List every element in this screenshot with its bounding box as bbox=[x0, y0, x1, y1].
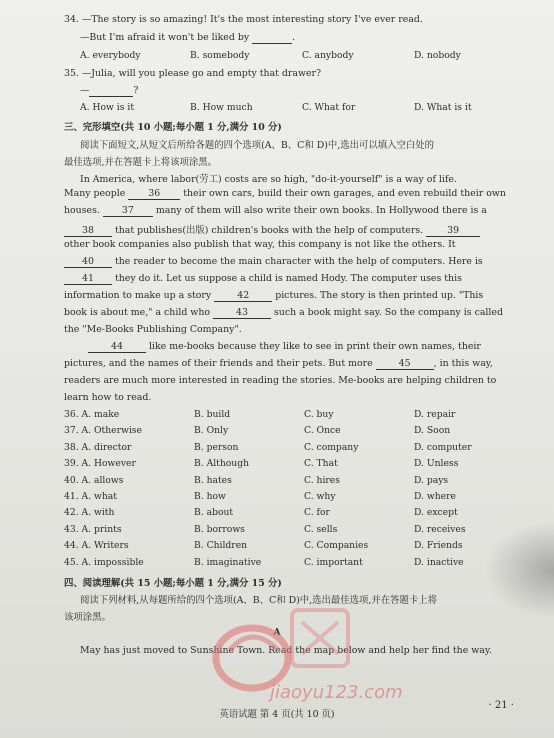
choice-44-a: 44. A. Writers bbox=[64, 540, 129, 552]
passage-text: pictures. The story is then printed up. "This bbox=[275, 290, 484, 301]
choice-43-d: D. receives bbox=[414, 523, 466, 535]
choice-44-d: D. Friends bbox=[414, 540, 463, 552]
choice-42-c: C. for bbox=[304, 507, 330, 519]
blank-39: 39 bbox=[426, 225, 480, 237]
q35-option-c: C. What for bbox=[302, 102, 356, 113]
choice-37-a: 37. A. Otherwise bbox=[64, 425, 142, 437]
passage-line-2 bbox=[64, 188, 506, 200]
q35-line2-post: ? bbox=[133, 85, 139, 96]
passage-line-14: learn how to read. bbox=[64, 392, 152, 403]
passage-text: , in this way, bbox=[433, 358, 493, 369]
choice-44-b: B. Children bbox=[194, 540, 248, 552]
page-shadow bbox=[484, 520, 554, 620]
blank-41: 41 bbox=[64, 273, 112, 285]
passage-line-1: In America, where labor(劳工) costs are so high, "do-it-yourself" is a way of life. bbox=[80, 174, 457, 185]
passage-line-7 bbox=[64, 273, 462, 285]
section4-instruction-1: 阅读下列材料,从每题所给的四个选项(A、B、C和 D)中,选出最佳选项,并在答题卡上将 bbox=[80, 595, 437, 606]
section3-instruction-2: 最佳选项,并在答题卡上将该项涂黑。 bbox=[64, 157, 217, 168]
q34-stem: 34. —The story is so amazing! It's the most interesting story I've ever read. bbox=[64, 14, 423, 25]
q34-option-a: A. everybody bbox=[80, 50, 141, 61]
q34-option-c: C. anybody bbox=[302, 50, 354, 61]
choice-40-a: 40. A. allows bbox=[64, 474, 124, 486]
choice-43-b: B. borrows bbox=[194, 523, 245, 535]
blank-36: 36 bbox=[128, 188, 180, 200]
blank-37: 37 bbox=[103, 205, 153, 217]
passage-line-5: other book companies also publish that way, this company is not like the others. It bbox=[64, 239, 456, 250]
passage-text: such a book might say. So the company is called bbox=[273, 307, 503, 318]
blank-38: 38 bbox=[64, 225, 112, 237]
passage-a-letter: A bbox=[273, 627, 281, 638]
choice-40-c: C. hires bbox=[304, 474, 340, 486]
q35-option-d: D. What is it bbox=[414, 102, 472, 113]
passage-text: that publishes(出版) children's books with the help of computers. bbox=[114, 225, 424, 236]
choice-40-b: B. hates bbox=[194, 474, 232, 486]
q34-option-b: B. somebody bbox=[190, 50, 250, 61]
q35-stem: 35. —Julia, will you please go and empty that drawer? bbox=[64, 68, 322, 79]
choice-40-d: D. pays bbox=[414, 474, 449, 486]
choice-45-b: B. imaginative bbox=[194, 556, 262, 568]
passage-line-11 bbox=[88, 341, 481, 353]
passage-text: many of them will also write their own books. In Hollywood there is a bbox=[155, 205, 487, 216]
passage-text: pictures, and the names of their friends and their pets. But more bbox=[64, 358, 373, 369]
choice-38-b: B. person bbox=[194, 441, 239, 453]
passage-text: their own cars, build their own garages, and even rebuild their own bbox=[183, 188, 506, 199]
choice-41-a: 41. A. what bbox=[64, 491, 117, 502]
q34-line2-text: —But I'm afraid it won't be liked by bbox=[80, 32, 250, 43]
q35-line2 bbox=[80, 85, 138, 97]
blank-42: 42 bbox=[214, 290, 272, 302]
choice-41-d: D. where bbox=[414, 491, 456, 502]
choice-45-a: 45. A. impossible bbox=[64, 556, 144, 568]
choice-41-b: B. how bbox=[194, 491, 226, 502]
choice-36-d: D. repair bbox=[414, 409, 456, 420]
choice-37-c: C. Once bbox=[304, 425, 341, 437]
section4-instruction-2: 该项涂黑。 bbox=[64, 612, 111, 623]
section3-instruction-1: 阅读下面短文,从短文后所给各题的四个选项(A、B、C和 D)中,选出可以填入空白处的 bbox=[80, 140, 434, 151]
q34-line2 bbox=[80, 32, 295, 44]
passage-line-10: the "Me-Books Publishing Company". bbox=[64, 324, 242, 335]
q34-option-d: D. nobody bbox=[414, 50, 461, 61]
choice-38-a: 38. A. director bbox=[64, 441, 132, 453]
choice-39-d: D. Unless bbox=[414, 458, 459, 470]
section3-heading: 三、完形填空(共 10 小题;每小题 1 分,满分 10 分) bbox=[64, 122, 282, 133]
passage-line-12 bbox=[64, 358, 493, 370]
choice-37-d: D. Soon bbox=[414, 425, 451, 437]
q35-option-b: B. How much bbox=[190, 102, 253, 113]
passage-a-intro: May has just moved to Sunshine Town. Read the map below and help her find the way. bbox=[80, 645, 492, 656]
choice-44-c: C. Companies bbox=[304, 540, 369, 552]
blank-45: 45 bbox=[376, 358, 434, 370]
blank-44: 44 bbox=[88, 341, 146, 353]
passage-line-8 bbox=[64, 290, 483, 302]
passage-line-6 bbox=[64, 256, 483, 268]
choice-37-b: B. Only bbox=[194, 425, 229, 437]
passage-text: the reader to become the main character with the help of computers. Here is bbox=[114, 256, 483, 267]
passage-text: they do it. Let us suppose a child is named Hody. The computer uses this bbox=[114, 273, 462, 284]
passage-line-3 bbox=[64, 205, 487, 217]
page-number: · 21 · bbox=[488, 700, 514, 711]
choice-36-b: B. build bbox=[194, 409, 231, 420]
choice-39-b: B. Although bbox=[194, 458, 250, 470]
choice-45-c: C. important bbox=[304, 556, 363, 568]
choice-36-a: 36. A. make bbox=[64, 409, 120, 420]
q35-blank bbox=[89, 85, 133, 97]
q34-blank bbox=[252, 32, 292, 44]
blank-43: 43 bbox=[213, 307, 271, 319]
choice-38-c: C. company bbox=[304, 441, 359, 453]
q35-line2-text: — bbox=[80, 85, 90, 96]
choice-39-a: 39. A. However bbox=[64, 458, 136, 470]
choice-39-c: C. That bbox=[304, 458, 338, 470]
choice-43-a: 43. A. prints bbox=[64, 523, 122, 535]
passage-text: houses. bbox=[64, 205, 100, 216]
svg-text:jiaoyu123.com: jiaoyu123.com bbox=[270, 682, 403, 703]
q35-option-a: A. How is it bbox=[80, 102, 135, 113]
choice-42-d: D. except bbox=[414, 507, 458, 519]
choice-43-c: C. sells bbox=[304, 523, 338, 535]
choice-41-c: C. why bbox=[304, 491, 336, 502]
choice-38-d: D. computer bbox=[414, 441, 472, 453]
blank-40: 40 bbox=[64, 256, 112, 268]
passage-text: information to make up a story bbox=[64, 290, 212, 301]
passage-line-4 bbox=[64, 222, 480, 237]
passage-line-13: readers are much more interested in reading the stories. Me-books are helping children to bbox=[64, 375, 497, 386]
choice-42-a: 42. A. with bbox=[64, 507, 115, 519]
q34-line2-post: . bbox=[292, 32, 296, 43]
choice-45-d: D. inactive bbox=[414, 556, 464, 568]
passage-text: book is about me," a child who bbox=[64, 307, 211, 318]
passage-text: like me-books because they like to see in print their own names, their bbox=[148, 341, 481, 352]
passage-text: Many people bbox=[64, 188, 126, 199]
choice-42-b: B. about bbox=[194, 507, 234, 519]
passage-line-9 bbox=[64, 307, 503, 319]
footer-text: 英语试题 第 4 页(共 10 页) bbox=[219, 709, 335, 720]
choice-36-c: C. buy bbox=[304, 409, 334, 420]
section4-heading: 四、阅读理解(共 15 小题;每小题 1 分,满分 15 分) bbox=[64, 578, 282, 589]
